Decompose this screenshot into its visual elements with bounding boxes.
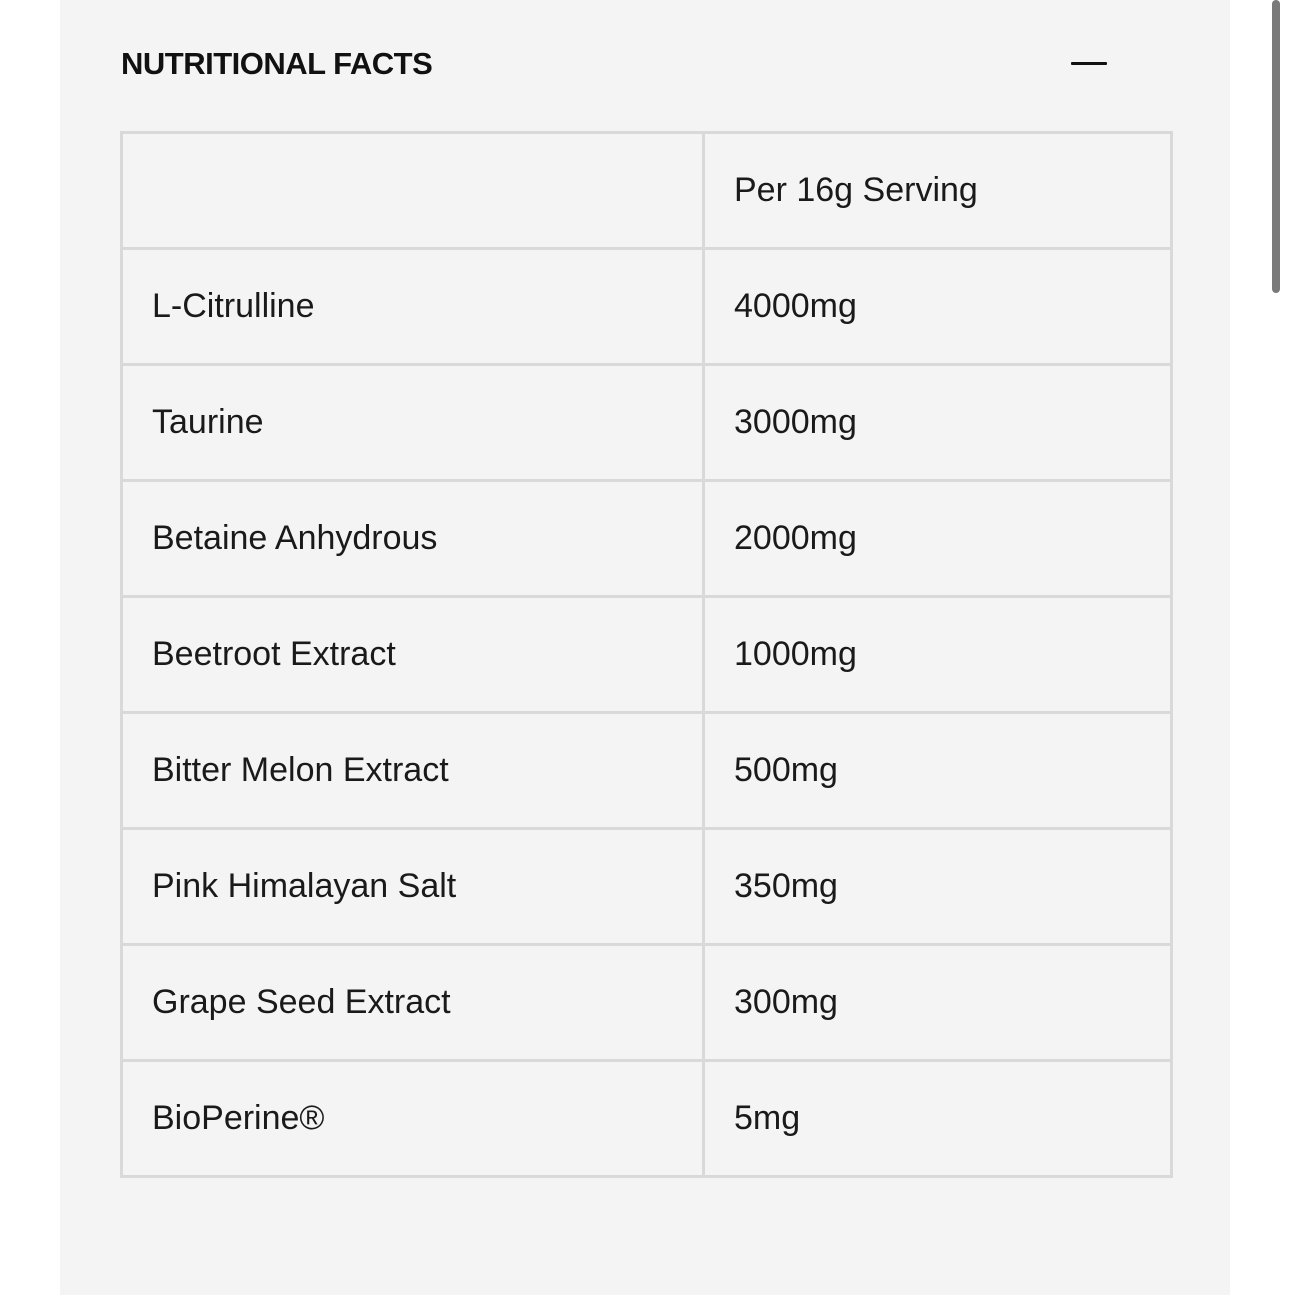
ingredient-amount: 3000mg — [704, 365, 1172, 481]
ingredient-name: Taurine — [122, 365, 704, 481]
ingredient-name: Bitter Melon Extract — [122, 713, 704, 829]
minus-icon — [1071, 62, 1107, 65]
collapse-button[interactable] — [1069, 43, 1109, 83]
ingredient-name: Betaine Anhydrous — [122, 481, 704, 597]
ingredient-name: Beetroot Extract — [122, 597, 704, 713]
accordion-header[interactable] — [121, 40, 1109, 86]
header-cell-ingredient — [122, 133, 704, 249]
table-row — [122, 481, 1172, 597]
ingredient-name: Grape Seed Extract — [122, 945, 704, 1061]
ingredient-amount: 500mg — [704, 713, 1172, 829]
ingredient-amount: 2000mg — [704, 481, 1172, 597]
ingredient-amount: 4000mg — [704, 249, 1172, 365]
nutrition-table — [120, 131, 1173, 1178]
ingredient-name: L-Citrulline — [122, 249, 704, 365]
table-header-row — [122, 133, 1172, 249]
table-row — [122, 713, 1172, 829]
nutritional-facts-panel — [60, 0, 1230, 1295]
ingredient-amount: 5mg — [704, 1061, 1172, 1177]
table-row — [122, 1061, 1172, 1177]
table-row — [122, 365, 1172, 481]
table-row — [122, 597, 1172, 713]
ingredient-amount: 350mg — [704, 829, 1172, 945]
scrollbar-thumb[interactable] — [1272, 0, 1280, 293]
table-row — [122, 945, 1172, 1061]
table-row — [122, 249, 1172, 365]
section-title: NUTRITIONAL FACTS — [121, 45, 433, 81]
header-cell-serving: Per 16g Serving — [704, 133, 1172, 249]
table-row — [122, 829, 1172, 945]
ingredient-name: BioPerine® — [122, 1061, 704, 1177]
ingredient-name: Pink Himalayan Salt — [122, 829, 704, 945]
ingredient-amount: 1000mg — [704, 597, 1172, 713]
ingredient-amount: 300mg — [704, 945, 1172, 1061]
